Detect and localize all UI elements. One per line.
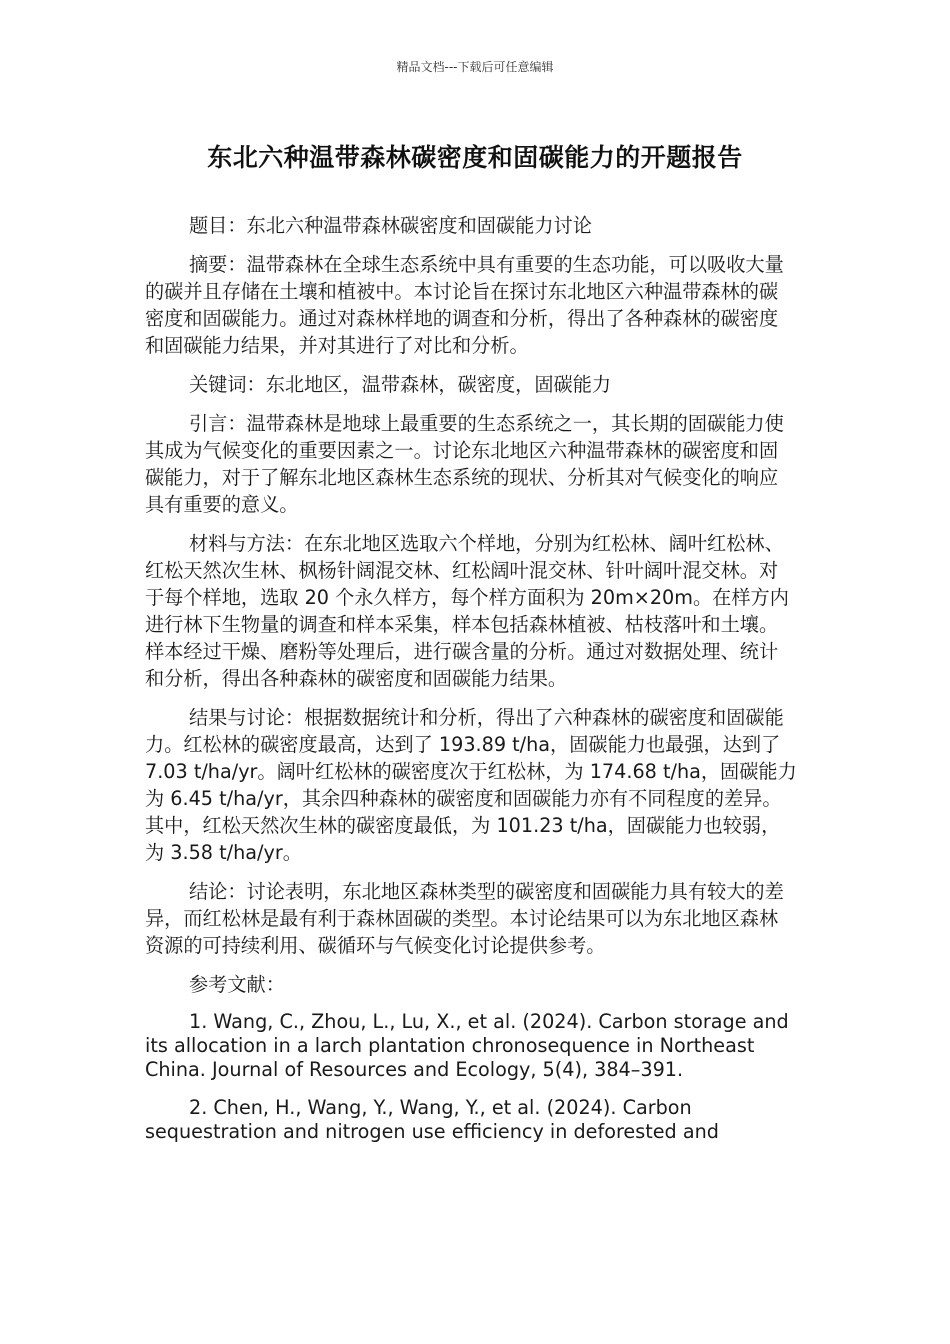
references-heading: 参考文献： bbox=[189, 973, 285, 996]
references-list bbox=[145, 1010, 797, 1144]
document-title: 东北六种温带森林碳密度和固碳能力的开题报告 bbox=[207, 143, 743, 172]
conclusion-paragraph: 结论：讨论表明，东北地区森林类型的碳密度和固碳能力具有较大的差异，而红松林是最有利于森林固碳的类型。本讨论结果可以为东北地区森林资源的可持续利用、碳循环与气候变化讨论提供参考。 bbox=[145, 880, 784, 957]
header-note: 精品文档---下载后可任意编辑 bbox=[396, 60, 554, 74]
document-body bbox=[145, 212, 797, 1158]
reference-item: 2. Chen, H., Wang, Y., Wang, Y., et al. (2024). Carbon sequestration and nitrogen use efficiency in deforested and bbox=[145, 1096, 719, 1143]
results-paragraph: 结果与讨论：根据数据统计和分析，得出了六种森林的碳密度和固碳能力。红松林的碳密度最高，达到了 193.89 t/ha，固碳能力也最强，达到了 7.03 t/ha/yr。阔叶红松林的碳密度次于红松林，为 174.68 t/ha，固碳能力为 6.45 t/ha/yr，其余四种森林的碳密度和固碳能力亦有不同程度的差异。其中，红松天然次生林的碳密度最低，为 101.23 t/ha，固碳能力也较弱，为 3.58 t/ha/yr。 bbox=[145, 706, 797, 864]
methods-paragraph: 材料与方法：在东北地区选取六个样地，分别为红松林、阔叶红松林、红松天然次生林、枫杨针阔混交林、红松阔叶混交林、针叶阔叶混交林。对于每个样地，选取 20 个永久样方，每个样方面积为 20m×20m。在样方内进行林下生物量的调查和样本采集，样本包括森林植被、枯枝落叶和土壤。样本经过干燥、磨粉等处理后，进行碳含量的分析。通过对数据处理、统计和分析，得出各种森林的碳密度和固碳能力结果。 bbox=[145, 532, 789, 690]
keywords-paragraph: 关键词：东北地区，温带森林，碳密度，固碳能力 bbox=[189, 373, 612, 396]
introduction-paragraph: 引言：温带森林是地球上最重要的生态系统之一，其长期的固碳能力使其成为气候变化的重要因素之一。讨论东北地区六种温带森林的碳密度和固碳能力，对于了解东北地区森林生态系统的现状、分析其对气候变化的响应具有重要的意义。 bbox=[145, 412, 784, 516]
reference-item: 1. Wang, C., Zhou, L., Lu, X., et al. (2024). Carbon storage and its allocation in a larch plantation chronosequence in Northeast China. Journal of Resources and Ecology, 5(4), 384–391. bbox=[145, 1010, 789, 1081]
abstract-paragraph: 摘要：温带森林在全球生态系统中具有重要的生态功能，可以吸收大量的碳并且存储在土壤和植被中。本讨论旨在探讨东北地区六种温带森林的碳密度和固碳能力。通过对森林样地的调查和分析，得出了各种森林的碳密度和固碳能力结果，并对其进行了对比和分析。 bbox=[145, 253, 784, 357]
topic-paragraph: 题目：东北六种温带森林碳密度和固碳能力讨论 bbox=[189, 214, 592, 237]
